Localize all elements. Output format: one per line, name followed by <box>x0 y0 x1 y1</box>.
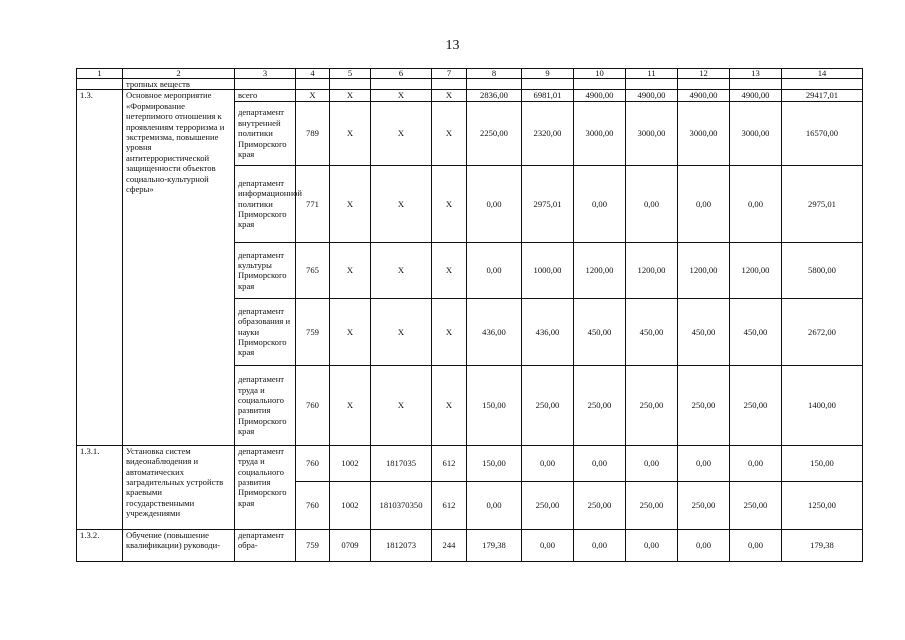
value-cell: 2320,00 <box>522 101 574 165</box>
executor-cell: департамент внутренней политики Приморского края <box>235 101 296 165</box>
row-code: 1.3.1. <box>77 445 123 529</box>
value-cell: 1200,00 <box>678 242 730 298</box>
cell: 0709 <box>330 529 371 561</box>
value-cell: 250,00 <box>574 365 626 445</box>
cell: X <box>432 365 467 445</box>
cell: X <box>330 101 371 165</box>
value-cell: 29417,01 <box>782 90 863 101</box>
row-name: Основное мероприятие «Формирование нетерпимого отношения к проявлениям терроризма и экстремизма, повышение уровня антитеррористической защищенности объектов социально-культурной сферы» <box>123 90 235 445</box>
value-cell: 3000,00 <box>730 101 782 165</box>
value-cell: 1200,00 <box>730 242 782 298</box>
cell: X <box>371 90 432 101</box>
value-cell: 0,00 <box>730 445 782 481</box>
value-cell: 0,00 <box>574 445 626 481</box>
cell: X <box>330 165 371 242</box>
value-cell: 0,00 <box>626 165 678 242</box>
value-cell: 2836,00 <box>467 90 522 101</box>
value-cell: 250,00 <box>522 365 574 445</box>
value-cell: 3000,00 <box>678 101 730 165</box>
header-cell: 7 <box>432 69 467 79</box>
value-cell: 1000,00 <box>522 242 574 298</box>
header-cell: 1 <box>77 69 123 79</box>
header-cell: 3 <box>235 69 296 79</box>
cell: X <box>432 101 467 165</box>
cell: 760 <box>296 365 330 445</box>
value-cell: 250,00 <box>678 365 730 445</box>
cell: X <box>371 101 432 165</box>
header-cell: 12 <box>678 69 730 79</box>
header-cell: 6 <box>371 69 432 79</box>
cell: 759 <box>296 529 330 561</box>
cell: X <box>330 242 371 298</box>
value-cell: 2672,00 <box>782 298 863 365</box>
value-cell: 250,00 <box>626 481 678 529</box>
value-cell: 3000,00 <box>626 101 678 165</box>
value-cell: 150,00 <box>467 445 522 481</box>
value-cell: 250,00 <box>678 481 730 529</box>
executor-cell: департамент культуры Приморского края <box>235 242 296 298</box>
cell: 789 <box>296 101 330 165</box>
value-cell: 436,00 <box>467 298 522 365</box>
cell: X <box>296 90 330 101</box>
executor-cell: департамент труда и социального развития Приморского края <box>235 445 296 529</box>
cell: X <box>330 298 371 365</box>
value-cell: 0,00 <box>730 165 782 242</box>
cell: 760 <box>296 445 330 481</box>
executor-cell: департамент образования и науки Приморского края <box>235 298 296 365</box>
value-cell: 0,00 <box>678 529 730 561</box>
page-number: 13 <box>445 38 460 53</box>
value-cell: 250,00 <box>522 481 574 529</box>
value-cell: 150,00 <box>782 445 863 481</box>
value-cell: 2975,01 <box>522 165 574 242</box>
cell: 612 <box>432 445 467 481</box>
value-cell: 1200,00 <box>626 242 678 298</box>
value-cell: 179,38 <box>782 529 863 561</box>
value-cell: 450,00 <box>678 298 730 365</box>
cell: 759 <box>296 298 330 365</box>
executor-cell: департамент труда и социального развития Приморского края <box>235 365 296 445</box>
cell: 760 <box>296 481 330 529</box>
value-cell: 0,00 <box>730 529 782 561</box>
cell: X <box>371 242 432 298</box>
value-cell: 4900,00 <box>626 90 678 101</box>
value-cell: 0,00 <box>467 481 522 529</box>
cell: X <box>330 365 371 445</box>
value-cell: 16570,00 <box>782 101 863 165</box>
header-cell: 2 <box>123 69 235 79</box>
continuation-row <box>77 79 863 90</box>
cell: 1002 <box>330 445 371 481</box>
cell: 1002 <box>330 481 371 529</box>
row-name: Обучение (повышение квалификации) руководи- <box>123 529 235 561</box>
value-cell: 0,00 <box>626 529 678 561</box>
value-cell: 0,00 <box>467 165 522 242</box>
budget-table <box>76 68 863 562</box>
cell: X <box>432 298 467 365</box>
cell: X <box>371 365 432 445</box>
header-row <box>77 69 863 79</box>
header-cell: 11 <box>626 69 678 79</box>
value-cell: 0,00 <box>574 165 626 242</box>
header-cell: 4 <box>296 69 330 79</box>
cell: 244 <box>432 529 467 561</box>
header-cell: 8 <box>467 69 522 79</box>
value-cell: 250,00 <box>730 481 782 529</box>
value-cell: 450,00 <box>626 298 678 365</box>
cell: 1810370350 <box>371 481 432 529</box>
value-cell: 2250,00 <box>467 101 522 165</box>
header-cell: 14 <box>782 69 863 79</box>
cell: X <box>432 165 467 242</box>
header-cell: 13 <box>730 69 782 79</box>
value-cell: 6981,01 <box>522 90 574 101</box>
value-cell: 4900,00 <box>730 90 782 101</box>
value-cell: 4900,00 <box>678 90 730 101</box>
value-cell: 0,00 <box>522 445 574 481</box>
executor-cell: всего <box>235 90 296 101</box>
cell: X <box>371 165 432 242</box>
cell: 771 <box>296 165 330 242</box>
value-cell: 179,38 <box>467 529 522 561</box>
value-cell: 250,00 <box>626 365 678 445</box>
value-cell: 0,00 <box>522 529 574 561</box>
header-cell: 10 <box>574 69 626 79</box>
cell: X <box>330 90 371 101</box>
cell: 1817035 <box>371 445 432 481</box>
value-cell: 436,00 <box>522 298 574 365</box>
value-cell: 0,00 <box>678 445 730 481</box>
cell: 765 <box>296 242 330 298</box>
value-cell: 0,00 <box>574 529 626 561</box>
row-code: 1.3.2. <box>77 529 123 561</box>
value-cell: 1250,00 <box>782 481 863 529</box>
value-cell: 1400,00 <box>782 365 863 445</box>
value-cell: 3000,00 <box>574 101 626 165</box>
row-code: 1.3. <box>77 90 123 445</box>
value-cell: 0,00 <box>467 242 522 298</box>
table-row <box>77 529 863 561</box>
table-row <box>77 90 863 101</box>
cell: 612 <box>432 481 467 529</box>
value-cell: 5800,00 <box>782 242 863 298</box>
value-cell: 2975,01 <box>782 165 863 242</box>
value-cell: 450,00 <box>574 298 626 365</box>
continuation-text: тропных веществ <box>123 79 235 90</box>
value-cell: 250,00 <box>730 365 782 445</box>
value-cell: 450,00 <box>730 298 782 365</box>
cell: 1812073 <box>371 529 432 561</box>
value-cell: 0,00 <box>678 165 730 242</box>
executor-cell: департамент информационной политики Приморского края <box>235 165 296 242</box>
executor-cell: департамент обра- <box>235 529 296 561</box>
row-name: Установка систем видеонаблюдения и автоматических заградительных устройств краевыми государственными учреждениями <box>123 445 235 529</box>
cell: X <box>432 242 467 298</box>
header-cell: 5 <box>330 69 371 79</box>
value-cell: 0,00 <box>626 445 678 481</box>
table-row <box>77 445 863 481</box>
cell: X <box>432 90 467 101</box>
value-cell: 150,00 <box>467 365 522 445</box>
value-cell: 1200,00 <box>574 242 626 298</box>
cell: X <box>371 298 432 365</box>
value-cell: 250,00 <box>574 481 626 529</box>
value-cell: 4900,00 <box>574 90 626 101</box>
header-cell: 9 <box>522 69 574 79</box>
